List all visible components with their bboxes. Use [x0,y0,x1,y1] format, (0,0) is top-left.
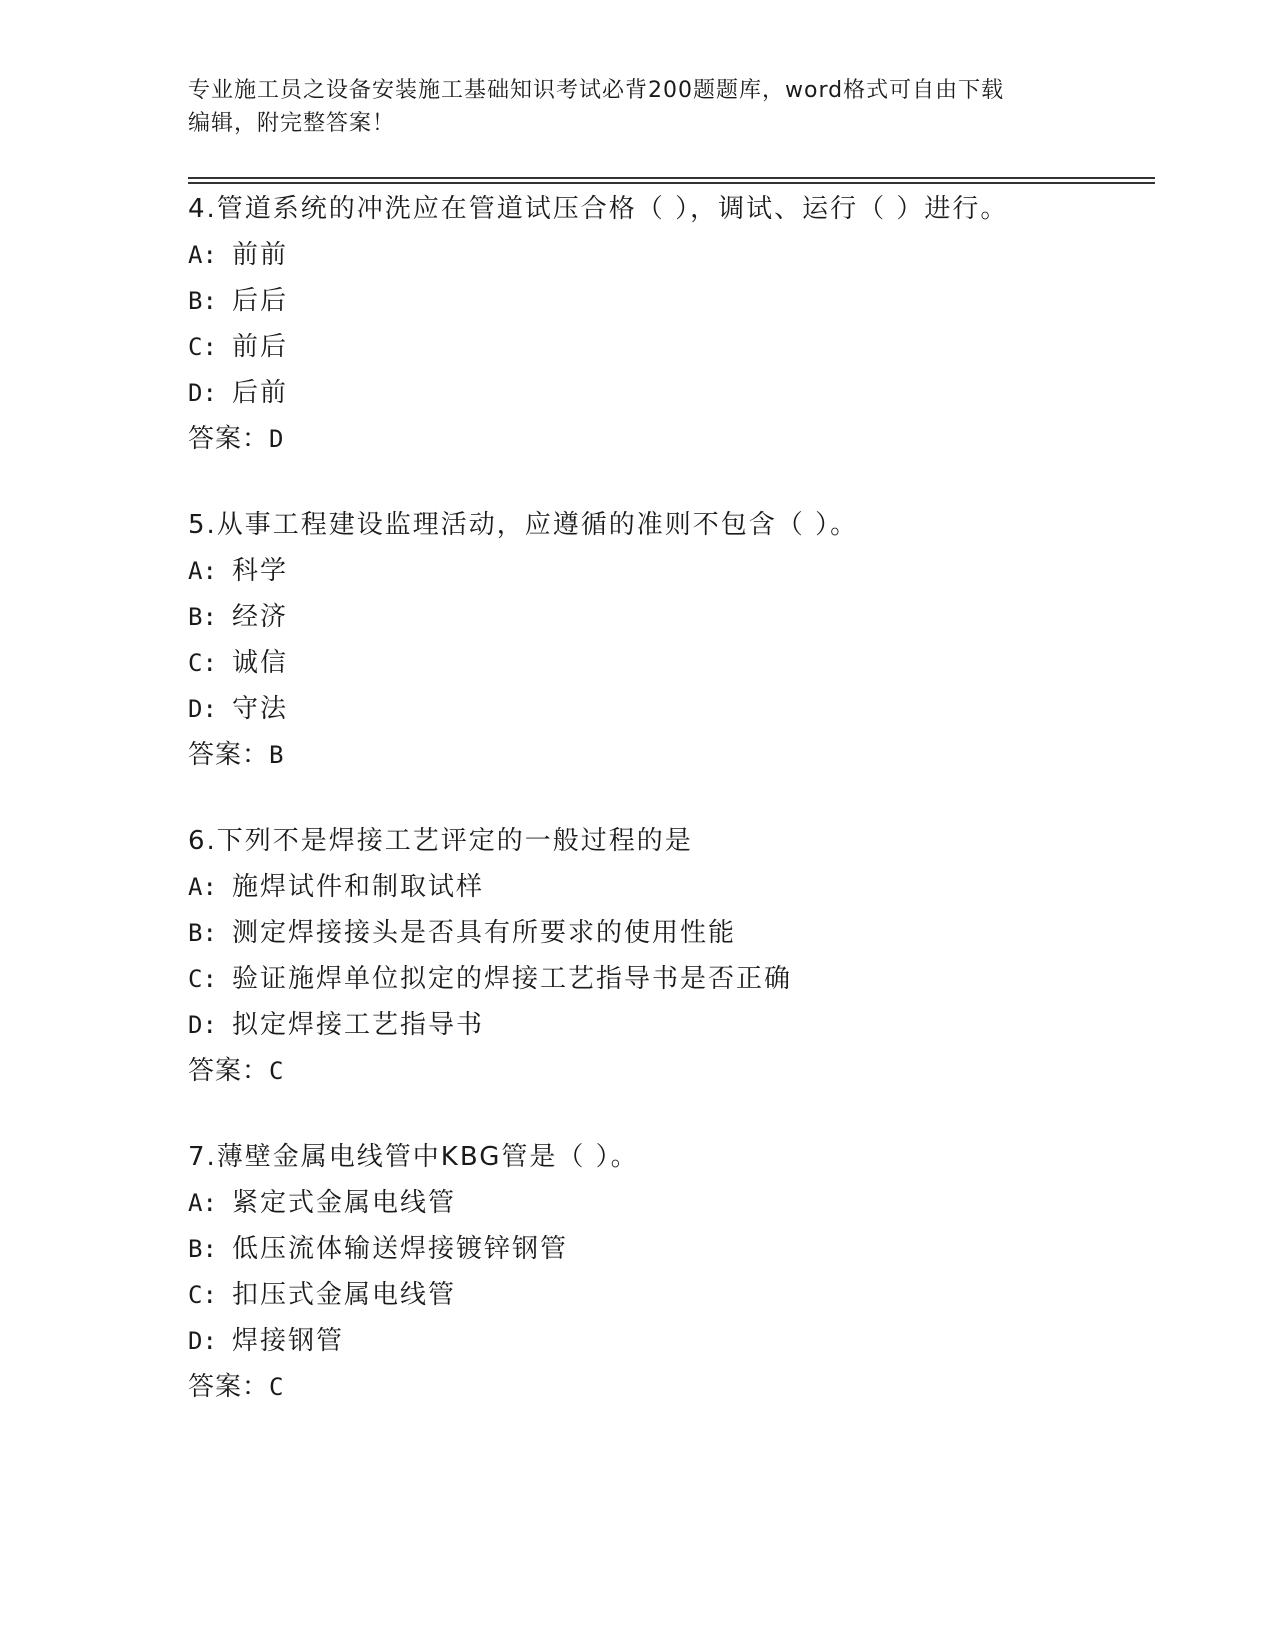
answer-line [188,732,1148,778]
option-letter: C: [188,649,217,677]
option-text: 后前 [232,378,289,408]
option-a [188,1180,1148,1226]
answer-value: D [269,425,285,453]
answer-value: C [269,1373,285,1401]
answer-label: 答案： [188,1056,270,1086]
option-b [188,910,1148,956]
question-stem: 7.薄壁金属电线管中KBG管是（ ）。 [188,1142,639,1172]
option-text: 测定焊接接头是否具有所要求的使用性能 [232,918,737,948]
option-c [188,956,1148,1002]
question-block [188,818,1148,1094]
question-stem: 4.管道系统的冲洗应在管道试压合格（ ），调试、运行（ ）进行。 [188,194,1009,224]
option-d [188,1318,1148,1364]
answer-line [188,1364,1148,1410]
option-b [188,594,1148,640]
option-d [188,686,1148,732]
option-a [188,864,1148,910]
option-c [188,324,1148,370]
document-header [188,74,1088,140]
option-letter: A: [188,873,217,901]
question-block [188,1134,1148,1410]
answer-value: B [269,741,285,769]
header-divider-top [188,177,1155,179]
option-text: 科学 [232,556,289,586]
option-letter: B: [188,919,217,947]
option-d [188,370,1148,416]
option-text: 验证施焊单位拟定的焊接工艺指导书是否正确 [232,964,793,994]
question-block [188,186,1148,462]
answer-label: 答案： [188,1372,270,1402]
option-text: 焊接钢管 [232,1326,345,1356]
question-stem: 5.从事工程建设监理活动，应遵循的准则不包含（ ）。 [188,510,859,540]
option-letter: D: [188,379,217,407]
option-b [188,278,1148,324]
option-text: 守法 [232,694,289,724]
option-a [188,232,1148,278]
option-letter: A: [188,1189,217,1217]
question-stem: 6.下列不是焊接工艺评定的一般过程的是 [188,826,693,856]
option-text: 拟定焊接工艺指导书 [232,1010,485,1040]
option-a [188,548,1148,594]
option-letter: C: [188,333,217,361]
option-letter: D: [188,695,217,723]
option-text: 紧定式金属电线管 [232,1188,457,1218]
header-divider-bottom [188,182,1155,184]
option-letter: B: [188,603,217,631]
option-b [188,1226,1148,1272]
option-d [188,1002,1148,1048]
option-letter: D: [188,1011,217,1039]
option-text: 前前 [232,240,289,270]
option-c [188,640,1148,686]
header-line-2: 编辑，附完整答案！ [188,111,396,136]
option-letter: D: [188,1327,217,1355]
option-text: 扣压式金属电线管 [232,1280,457,1310]
option-letter: C: [188,1281,217,1309]
answer-value: C [269,1057,285,1085]
header-line-1: 专业施工员之设备安装施工基础知识考试必背200题题库，word格式可自由下载 [188,78,1005,103]
answer-label: 答案： [188,740,270,770]
option-letter: C: [188,965,217,993]
option-text: 诚信 [232,648,289,678]
option-letter: A: [188,241,217,269]
option-text: 后后 [232,286,289,316]
answer-label: 答案： [188,424,270,454]
option-text: 施焊试件和制取试样 [232,872,485,902]
answer-line [188,416,1148,462]
answer-line [188,1048,1148,1094]
option-letter: A: [188,557,217,585]
option-c [188,1272,1148,1318]
option-text: 低压流体输送焊接镀锌钢管 [232,1234,569,1264]
option-letter: B: [188,1235,217,1263]
question-block [188,502,1148,778]
option-text: 前后 [232,332,289,362]
option-text: 经济 [232,602,289,632]
option-letter: B: [188,287,217,315]
